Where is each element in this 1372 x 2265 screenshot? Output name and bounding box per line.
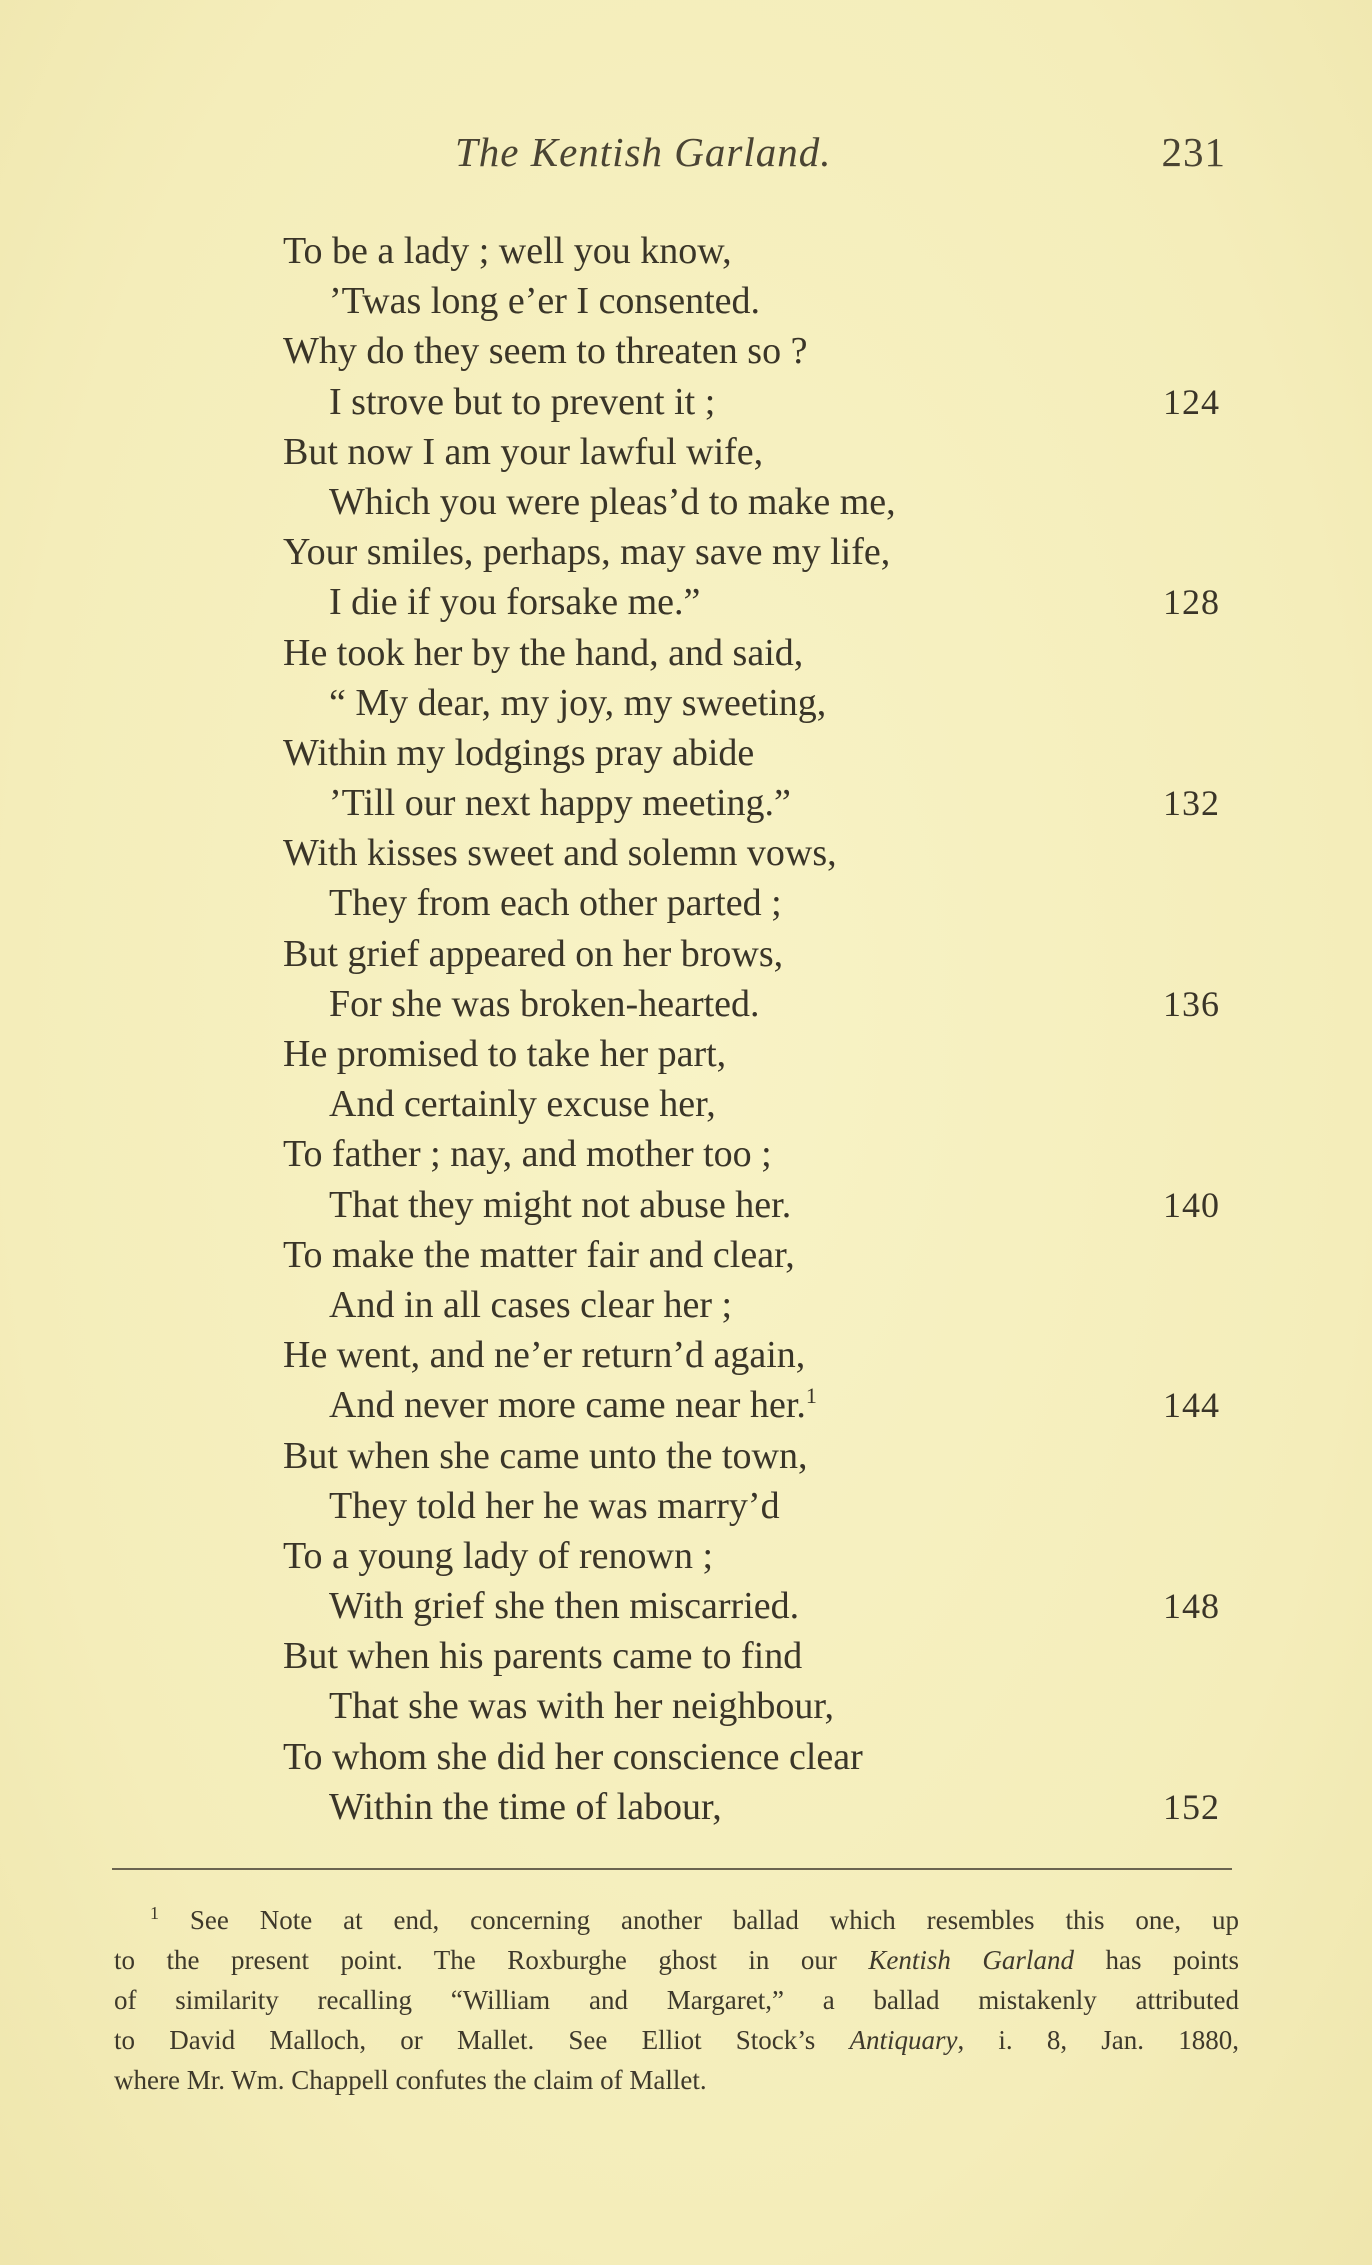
verse-text: With grief she then miscarried. (329, 1585, 800, 1628)
verse-line (283, 1180, 1243, 1230)
verse-line (283, 929, 1243, 979)
verse-text: But now I am your lawful wife, (283, 430, 764, 473)
verse-text: Why do they seem to threaten so ? (283, 330, 808, 373)
verse-line (283, 1280, 1243, 1330)
verse-text: “ My dear, my joy, my sweeting, (329, 681, 827, 724)
verse-text: He went, and ne’er return’d again, (283, 1334, 806, 1377)
verse-text: He took her by the hand, and said, (283, 631, 804, 674)
verse-line (283, 628, 1243, 678)
verse-line (283, 1079, 1243, 1129)
verse-line (283, 1782, 1243, 1832)
verse-text: To father ; nay, and mother too ; (283, 1133, 772, 1176)
verse-text: But grief appeared on her brows, (283, 932, 784, 975)
verse-line (283, 527, 1243, 577)
verse-text: Within the time of labour, (329, 1785, 722, 1828)
verse-line (283, 1431, 1243, 1481)
verse-text: Which you were pleas’d to make me, (329, 480, 896, 523)
verse-line (283, 1230, 1243, 1280)
line-number: 132 (1163, 783, 1220, 824)
verse-text: That she was with her neighbour, (329, 1685, 835, 1728)
verse-text: With kisses sweet and solemn vows, (283, 832, 837, 875)
verse-text: ’Twas long e’er I consented. (329, 280, 761, 323)
verse-line (283, 377, 1243, 427)
ballad-verse (283, 226, 1243, 1832)
footnote-line: to the present point. The Roxburghe ghost in our Kentish Garland has points (114, 1945, 1239, 1975)
line-number: 152 (1163, 1786, 1220, 1827)
verse-text: I die if you forsake me.” (329, 581, 701, 624)
verse-text: ’Till our next happy meeting.” (329, 782, 791, 825)
verse-text: They told her he was marry’d (329, 1484, 780, 1527)
verse-line (283, 1380, 1243, 1430)
verse-text: But when she came unto the town, (283, 1434, 808, 1477)
running-head (0, 128, 1372, 188)
footnote-line: where Mr. Wm. Chappell confutes the claim of Mallet. (114, 2065, 707, 2095)
verse-line (283, 477, 1243, 527)
verse-text: But when his parents came to find (283, 1635, 803, 1678)
page-number: 231 (1161, 129, 1226, 175)
verse-line (283, 1732, 1243, 1782)
verse-line (283, 728, 1243, 778)
footnote-line: to David Malloch, or Mallet. See Elliot Stock’s Antiquary, i. 8, Jan. 1880, (114, 2025, 1239, 2055)
verse-text: I strove but to prevent it ; (329, 380, 716, 423)
journal-title-italic: Antiquary (849, 2025, 958, 2055)
verse-text: To whom she did her conscience clear (283, 1735, 863, 1778)
verse-text: And certainly excuse her, (329, 1083, 716, 1126)
line-number: 128 (1163, 582, 1220, 623)
line-number: 144 (1163, 1385, 1220, 1426)
footnote-line: $^1$ See Note at end, concerning another ballad which resembles this one, up (150, 1903, 1239, 1935)
verse-text: Your smiles, perhaps, may save my life, (283, 531, 891, 574)
verse-line (283, 577, 1243, 627)
verse-line (283, 1129, 1243, 1179)
verse-text: To a young lady of renown ; (283, 1534, 714, 1577)
verse-text: He promised to take her part, (283, 1033, 727, 1075)
verse-text: That they might not abuse her. (329, 1183, 792, 1226)
footnote-reference: 1 (805, 1383, 817, 1409)
verse-text: And never more came near her. (329, 1384, 806, 1427)
line-number: 124 (1163, 381, 1220, 422)
footnote-marker: 1 (150, 1903, 159, 1923)
verse-text: To be a lady ; well you know, (283, 230, 732, 272)
verse-line (283, 778, 1243, 828)
book-title-italic: Kentish Garland (868, 1945, 1074, 1975)
verse-line (283, 979, 1243, 1029)
verse-text: To make the matter fair and clear, (283, 1233, 795, 1276)
footnote-rule (112, 1868, 1232, 1870)
running-title: The Kentish Garland. (455, 129, 832, 175)
verse-line (283, 276, 1243, 326)
verse-text: They from each other parted ; (329, 882, 782, 925)
verse-line (283, 1581, 1243, 1631)
verse-line (283, 226, 1243, 276)
verse-line (283, 828, 1243, 878)
verse-line (283, 1631, 1243, 1681)
verse-line (283, 1330, 1243, 1380)
verse-line (283, 1531, 1243, 1581)
line-number: 140 (1163, 1184, 1220, 1225)
footnote-line: of similarity recalling “William and Margaret,” a ballad mistakenly attributed (114, 1985, 1239, 2015)
verse-line (283, 326, 1243, 376)
line-number: 136 (1163, 983, 1220, 1024)
footnote (114, 1900, 1239, 2100)
verse-line (283, 1681, 1243, 1731)
verse-line (283, 678, 1243, 728)
verse-line (283, 1029, 1243, 1079)
line-number: 148 (1163, 1586, 1220, 1627)
verse-text: Within my lodgings pray abide (283, 731, 755, 774)
verse-line (283, 878, 1243, 928)
verse-line (283, 1481, 1243, 1531)
verse-text: And in all cases clear her ; (329, 1283, 733, 1326)
verse-text: For she was broken-hearted. (329, 982, 760, 1025)
verse-line (283, 427, 1243, 477)
